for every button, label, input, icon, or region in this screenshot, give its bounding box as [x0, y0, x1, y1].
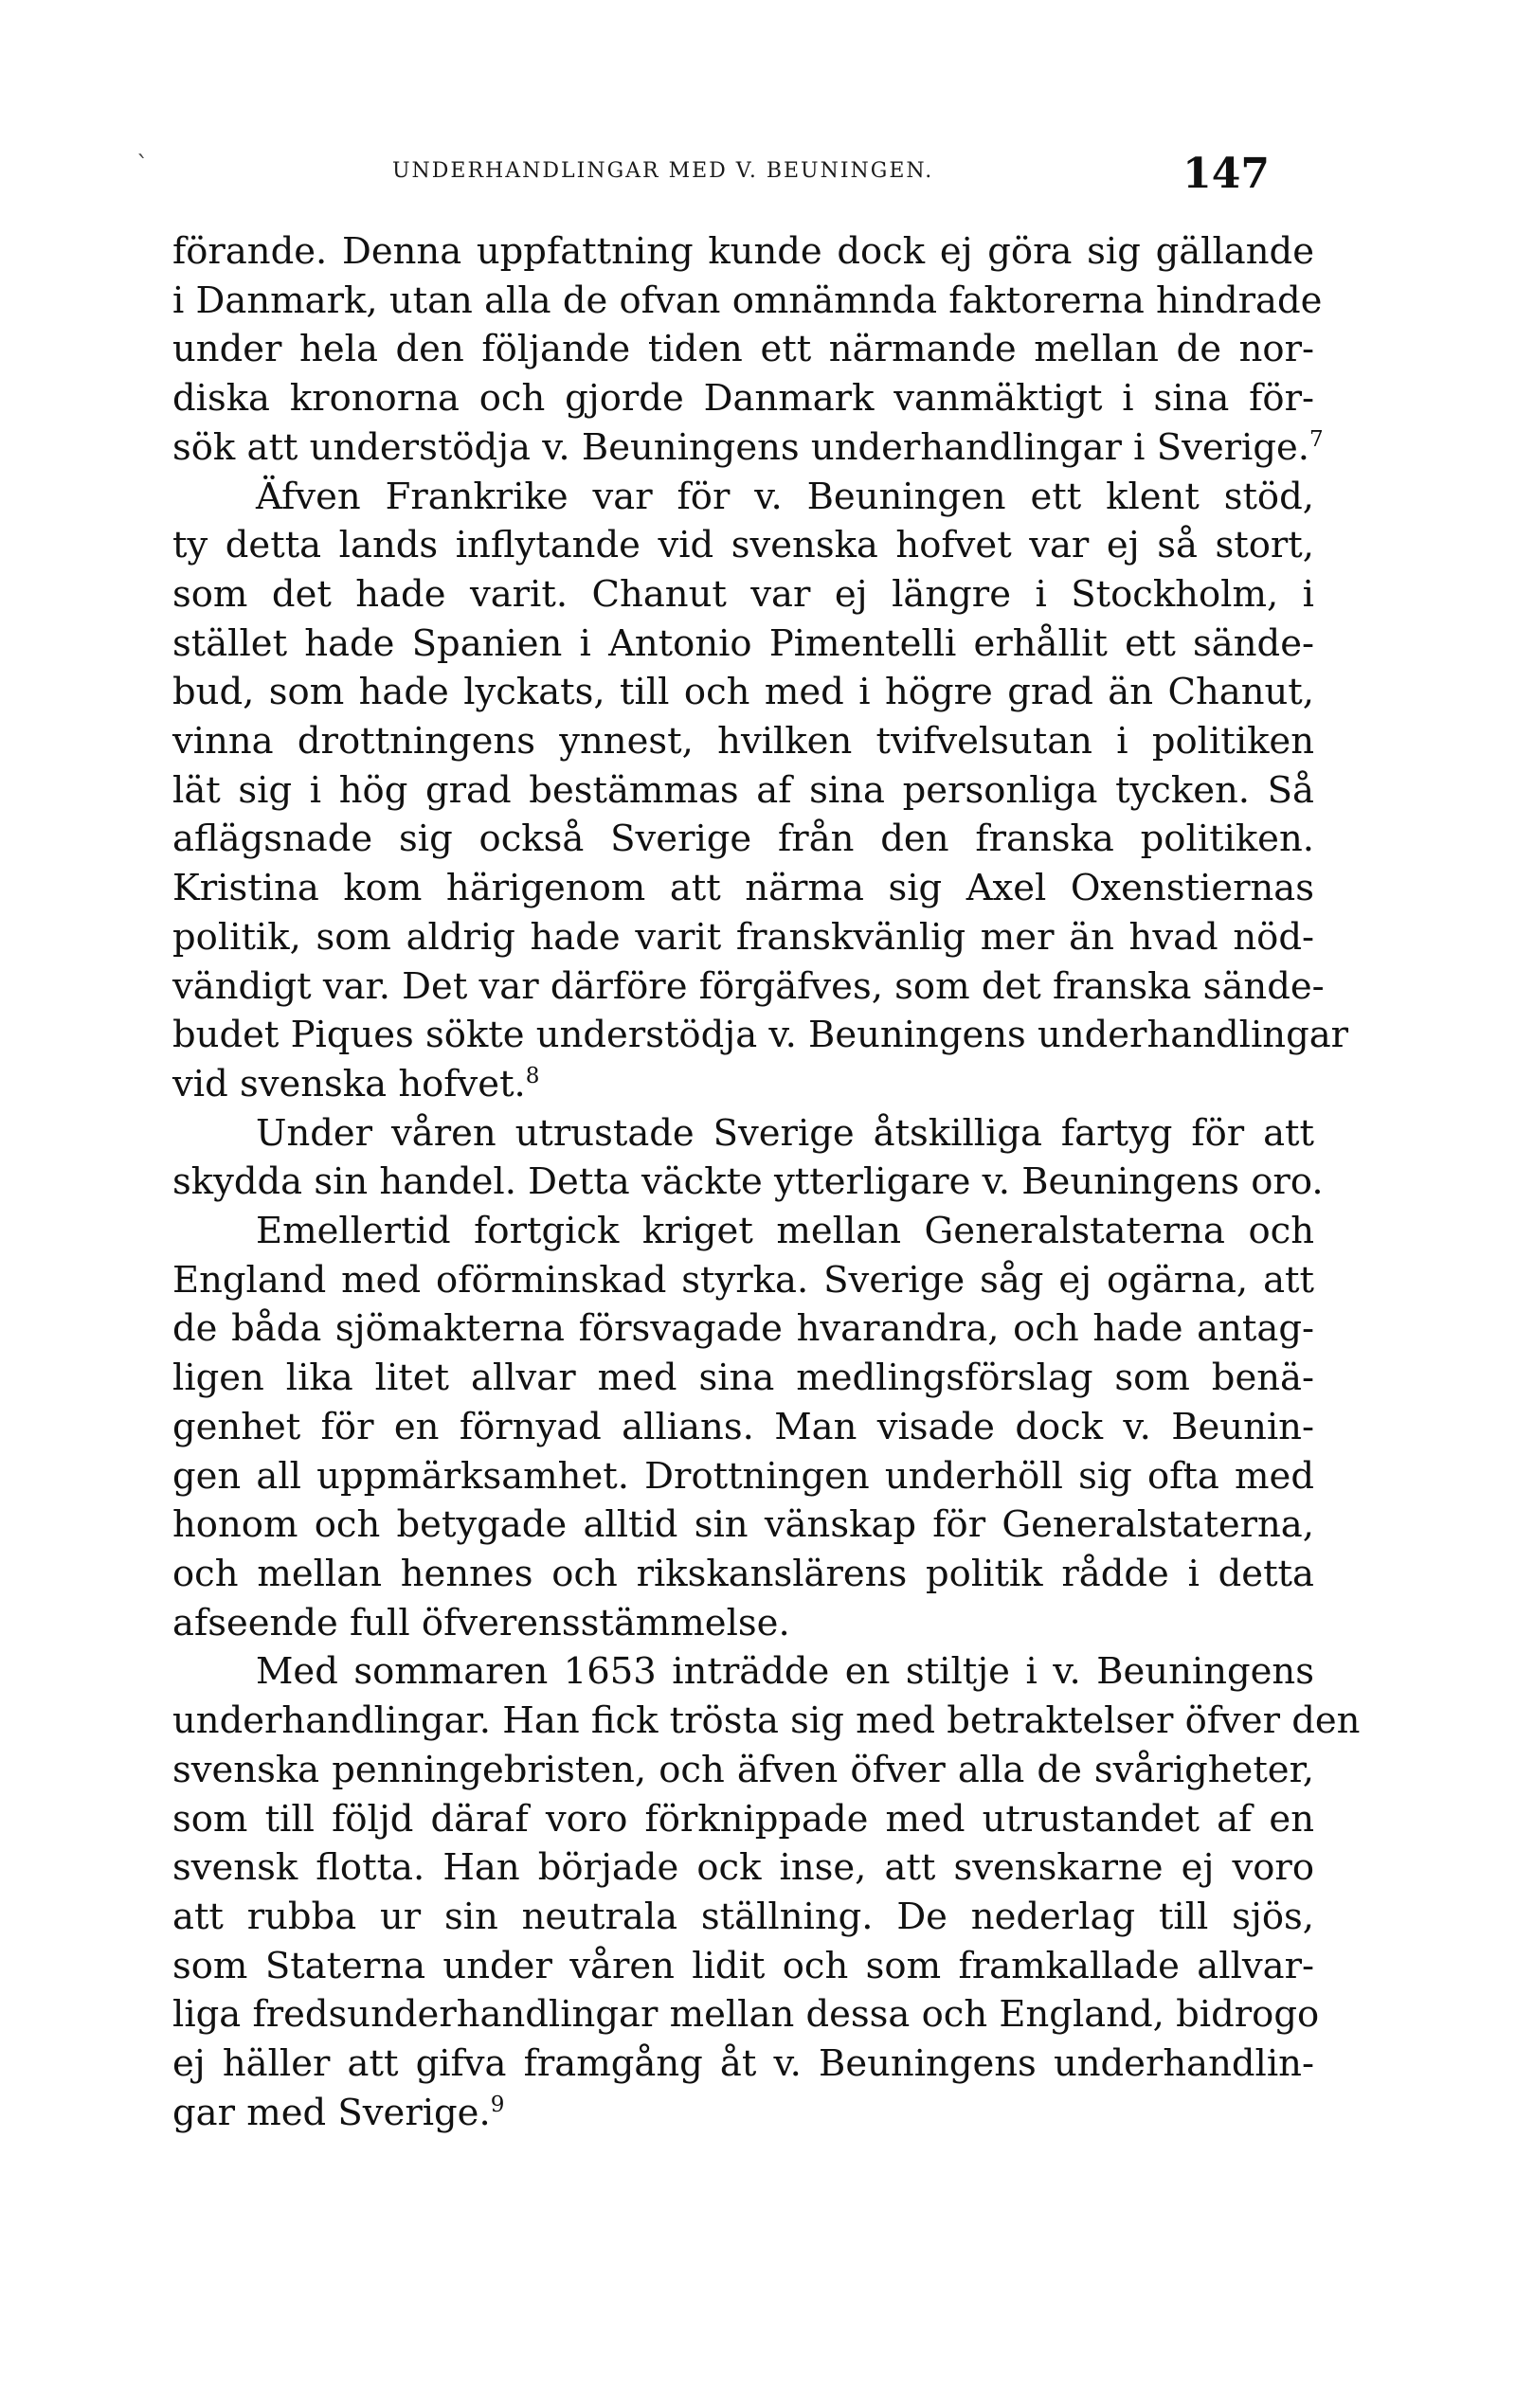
text-line	[172, 1843, 1314, 1893]
text-line	[172, 962, 1325, 1012]
text-line	[172, 1647, 1314, 1697]
text-line	[172, 1599, 1314, 1648]
text-line	[172, 1501, 1314, 1550]
text-line	[172, 277, 1323, 326]
text-line	[172, 815, 1314, 864]
line-text: Kristina kom härigenom att närma sig Axel Oxenstiernas	[172, 867, 1314, 910]
paragraph	[172, 227, 1324, 473]
line-text: och mellan hennes och rikskanslärens politik rådde i detta	[172, 1552, 1314, 1595]
line-text: afseende full öfverensstämmelse.	[172, 1601, 790, 1644]
line-text: förande. Denna uppfattning kunde dock ej göra sig gällande	[172, 230, 1314, 273]
line-text: de båda sjömakterna försvagade hvarandra, och hade antag-	[172, 1307, 1314, 1351]
line-text: vinna drottningens ynnest, hvilken tvifvelsutan i politiken	[172, 720, 1314, 764]
text-line	[172, 717, 1314, 766]
line-text: Emellertid fortgick kriget mellan Generalstaterna och	[256, 1210, 1314, 1253]
line-text: att rubba ur sin neutrala ställning. De nederlag till sjös,	[172, 1895, 1314, 1938]
line-text: i Danmark, utan alla de ofvan omnämnda faktorerna hindrade	[172, 279, 1323, 322]
line-text: skydda sin handel. Detta väckte ytterligare v. Beuningens oro.	[172, 1160, 1324, 1204]
line-text: ligen lika litet allvar med sina medlingsförslag som benä-	[172, 1357, 1314, 1400]
line-text: lät sig i hög grad bestämmas af sina personliga tycken. Så	[172, 768, 1314, 812]
page-header	[136, 150, 1308, 207]
text-line	[172, 1304, 1314, 1354]
text-line	[172, 1942, 1314, 1991]
line-text: under hela den följande tiden ett närmande mellan de nor-	[172, 328, 1314, 371]
text-line	[172, 1795, 1314, 1844]
line-text: bud, som hade lyckats, till och med i högre grad än Chanut,	[172, 671, 1314, 714]
paragraph	[172, 1207, 1314, 1647]
text-line	[172, 325, 1314, 374]
text-line	[172, 570, 1314, 620]
line-text: honom och betygade alltid sin vänskap för Generalstaterna,	[172, 1503, 1314, 1547]
line-text: vändigt var. Det var därföre förgäfves, som det franska sände-	[172, 964, 1325, 1008]
page-number: 147	[1182, 150, 1270, 198]
line-text: aflägsnade sig också Sverige från den franska politiken.	[172, 818, 1314, 861]
line-text: genhet för en förnyad allians. Man visade dock v. Beunin-	[172, 1405, 1314, 1448]
text-line	[172, 1990, 1320, 2040]
text-line	[172, 1697, 1361, 1746]
text-line	[172, 423, 1324, 473]
line-text: gar med Sverige.	[172, 2091, 491, 2134]
footnote-ref: 9	[490, 2092, 505, 2117]
text-line	[172, 473, 1314, 522]
text-line	[172, 2040, 1314, 2089]
paragraph	[172, 1109, 1324, 1207]
line-text: budet Piques sökte understödja v. Beuningens underhandlingar	[172, 1014, 1349, 1057]
text-line	[172, 1207, 1314, 1256]
line-text: ty detta lands inflytande vid svenska hofvet var ej så stort,	[172, 524, 1314, 567]
line-text: Äfven Frankrike var för v. Beuningen ett klent stöd,	[256, 475, 1314, 518]
text-line	[172, 1893, 1314, 1942]
text-line	[172, 1403, 1314, 1452]
text-line	[172, 1060, 1314, 1109]
text-line	[172, 2089, 1314, 2138]
text-line	[172, 1158, 1324, 1207]
text-line	[172, 668, 1314, 717]
text-line	[172, 1011, 1349, 1060]
line-text: svenska penningebristen, och äfven öfver alla de svårigheter,	[172, 1748, 1314, 1791]
line-text: liga fredsunderhandlingar mellan dessa och England, bidrogo	[172, 1993, 1320, 2037]
text-line	[172, 1109, 1314, 1159]
line-text: som till följd däraf voro förknippade med utrustandet af en	[172, 1797, 1314, 1841]
text-line	[172, 620, 1314, 669]
paragraph	[172, 1647, 1361, 2137]
text-line	[172, 1550, 1314, 1599]
line-text: vid svenska hofvet.	[172, 1062, 526, 1105]
line-text: Med sommaren 1653 inträdde en stiltje i v. Beuningens	[256, 1650, 1314, 1694]
line-text: diska kronorna och gjorde Danmark vanmäktigt i sina för-	[172, 377, 1314, 421]
footnote-ref: 7	[1309, 426, 1324, 452]
text-line	[172, 913, 1314, 962]
text-line	[172, 1746, 1314, 1795]
running-title: UNDERHANDLINGAR MED V. BEUNINGEN.	[392, 159, 934, 183]
line-text: stället hade Spanien i Antonio Pimentelli erhållit ett sände-	[172, 621, 1314, 665]
text-line	[172, 521, 1314, 570]
text-line	[172, 1452, 1314, 1501]
line-text: England med oförminskad styrka. Sverige såg ej ogärna, att	[172, 1258, 1314, 1302]
body-text	[172, 227, 1361, 2137]
line-text: Under våren utrustade Sverige åtskilliga fartyg för att	[256, 1111, 1314, 1155]
footnote-ref: 8	[525, 1064, 540, 1089]
line-text: som Staterna under våren lidit och som framkallade allvar-	[172, 1944, 1314, 1987]
line-text: gen all uppmärksamhet. Drottningen underhöll sig ofta med	[172, 1454, 1314, 1498]
line-text: politik, som aldrig hade varit franskvänlig mer än hvad nöd-	[172, 915, 1314, 959]
text-line	[172, 1354, 1314, 1403]
paragraph	[172, 473, 1349, 1109]
text-line	[172, 1256, 1314, 1305]
text-line	[172, 766, 1314, 816]
line-text: sök att understödja v. Beuningens underhandlingar i Sverige.	[172, 425, 1310, 469]
line-text: svensk flotta. Han började ock inse, att svenskarne ej voro	[172, 1846, 1314, 1890]
line-text: som det hade varit. Chanut var ej längre i Stockholm, i	[172, 572, 1314, 616]
text-line	[172, 374, 1314, 423]
text-line	[172, 227, 1314, 277]
text-line	[172, 864, 1314, 913]
line-text: underhandlingar. Han fick trösta sig med betraktelser öfver den	[172, 1699, 1361, 1743]
stray-mark: `	[136, 152, 149, 180]
line-text: ej häller att gifva framgång åt v. Beuningens underhandlin-	[172, 2042, 1314, 2086]
